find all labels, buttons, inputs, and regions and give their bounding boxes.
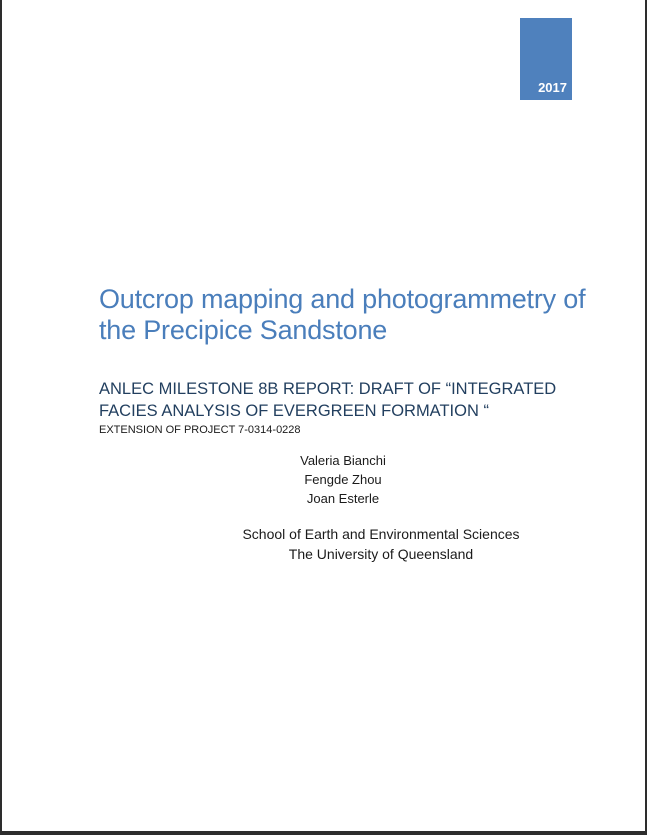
affiliation-university: The University of Queensland (288, 546, 474, 562)
report-title (99, 284, 604, 346)
author-name: Fengde Zhou (304, 472, 382, 487)
author-list (143, 451, 543, 508)
affiliation-school: School of Earth and Environmental Sciences (242, 526, 520, 542)
report-title-line1: Outcrop mapping and photogrammetry of (99, 284, 586, 314)
report-subtitle-line2: FACIES ANALYSIS OF EVERGREEN FORMATION “ (99, 402, 489, 420)
author-name: Valeria Bianchi (300, 453, 386, 468)
year-banner (520, 18, 572, 100)
report-title-line2: the Precipice Sandstone (99, 315, 388, 345)
project-extension-line: EXTENSION OF PROJECT 7-0314-0228 (99, 424, 301, 436)
report-subtitle (99, 378, 604, 422)
page-edge-left (0, 0, 2, 835)
author-name: Joan Esterle (306, 491, 380, 506)
page-edge-bottom (0, 831, 647, 835)
affiliation-block (181, 524, 581, 564)
report-subtitle-line1: ANLEC MILESTONE 8B REPORT: DRAFT OF “INTEGRATED (99, 380, 557, 398)
year-label: 2017 (538, 80, 567, 95)
